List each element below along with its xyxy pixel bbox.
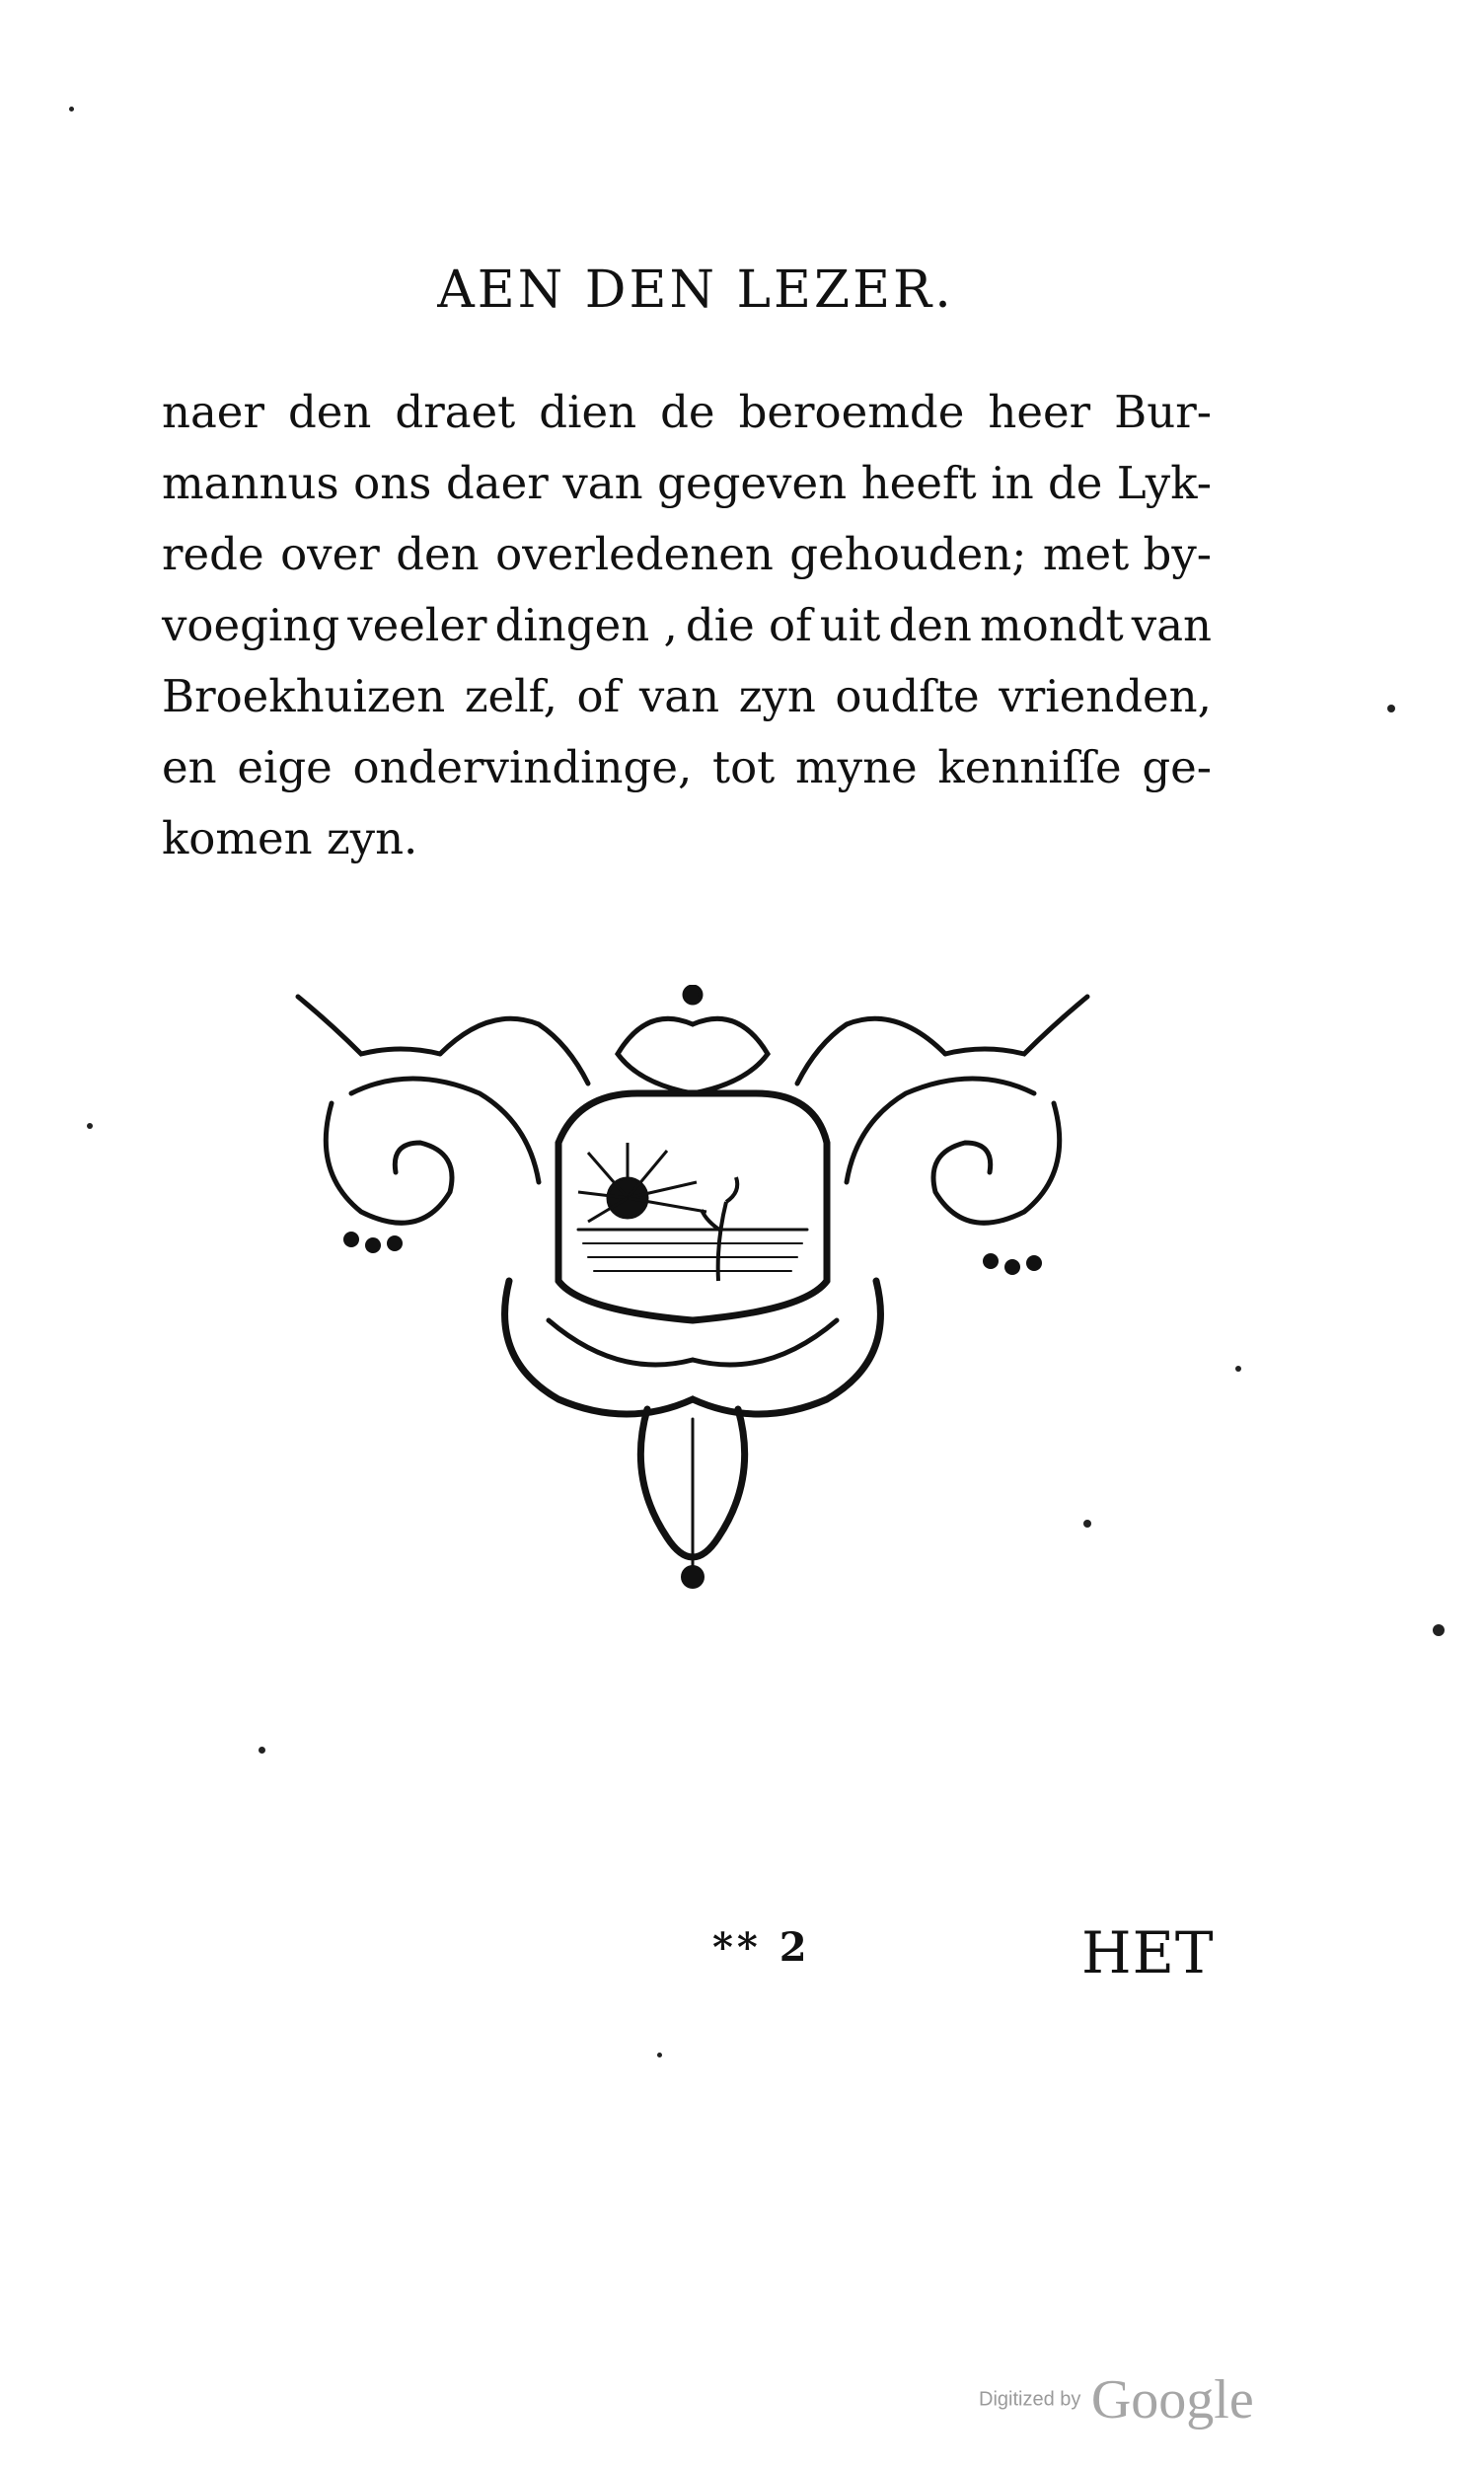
word: of xyxy=(576,670,621,722)
paper-speck xyxy=(1083,1520,1091,1528)
cartouche-frame xyxy=(558,1093,827,1320)
scroll-right xyxy=(933,1103,1060,1223)
word: heer xyxy=(988,386,1091,438)
word: van xyxy=(638,670,720,722)
word: uit xyxy=(819,599,881,651)
word: met by- xyxy=(1042,528,1212,580)
word: heeft xyxy=(860,457,977,509)
text-line xyxy=(162,448,1212,519)
word: gegeven xyxy=(657,457,848,509)
word: draet xyxy=(395,386,516,438)
word: den xyxy=(287,386,372,438)
word: den xyxy=(888,599,972,651)
word: rede xyxy=(162,528,264,580)
watermark-brand: Google xyxy=(1090,2369,1254,2431)
word: dien xyxy=(539,386,637,438)
text-line xyxy=(162,377,1212,448)
word: ondervindinge, xyxy=(352,741,693,793)
word: Bur- xyxy=(1114,386,1212,438)
signature-mark: ** 2 xyxy=(712,1924,811,1971)
word: mannus xyxy=(162,457,339,509)
paper-speck xyxy=(259,1747,265,1754)
word: eige xyxy=(237,741,333,793)
ribbon-left xyxy=(298,997,440,1054)
word: veeler xyxy=(347,599,487,651)
digitized-watermark xyxy=(979,2368,1254,2431)
text-line xyxy=(162,661,1212,732)
paper-speck xyxy=(1235,1366,1241,1372)
word: daer xyxy=(445,457,549,509)
word: dingen , xyxy=(494,599,678,651)
body-paragraph xyxy=(162,377,1212,874)
word: tot xyxy=(712,741,776,793)
text-line xyxy=(162,590,1212,661)
word: ons xyxy=(353,457,432,509)
paper-speck xyxy=(657,2053,662,2057)
text-line xyxy=(162,519,1212,590)
word: kenniſſe xyxy=(937,741,1122,793)
word: van xyxy=(1131,599,1212,651)
word: voeging xyxy=(162,599,340,651)
word: over xyxy=(280,528,380,580)
word: en xyxy=(162,741,217,793)
word: komen zyn. xyxy=(162,812,418,864)
word: zelf, xyxy=(464,670,557,722)
word: zyn xyxy=(738,670,816,722)
running-head: AEN DEN LEZER. xyxy=(437,261,954,320)
word: den xyxy=(396,528,480,580)
paper-speck xyxy=(1433,1624,1445,1636)
word: overledenen xyxy=(495,528,774,580)
word: beroemde xyxy=(738,386,965,438)
sun-icon xyxy=(578,1143,706,1222)
text-line xyxy=(162,803,1212,874)
word: ge- xyxy=(1142,741,1212,793)
text-line xyxy=(162,732,1212,803)
word: gehouden; xyxy=(789,528,1027,580)
word: vrienden, xyxy=(999,670,1212,722)
ribbon-right xyxy=(945,997,1087,1054)
word: Broekhuizen xyxy=(162,670,446,722)
word: die of xyxy=(685,599,812,651)
paper-speck xyxy=(69,107,74,112)
watermark-prefix: Digitized by xyxy=(979,2388,1081,2411)
word: in de Lyk- xyxy=(991,457,1212,509)
paper-speck xyxy=(1387,705,1395,712)
word: van xyxy=(562,457,643,509)
paper-speck xyxy=(87,1123,93,1129)
scroll-left xyxy=(326,1103,452,1223)
word: de xyxy=(660,386,715,438)
word: oudſte xyxy=(835,670,980,722)
catchword: HET xyxy=(1081,1919,1215,1986)
word: naer xyxy=(162,386,264,438)
word: mondt xyxy=(980,599,1124,651)
woodcut-tailpiece xyxy=(292,985,1093,1589)
word: myne xyxy=(794,741,918,793)
